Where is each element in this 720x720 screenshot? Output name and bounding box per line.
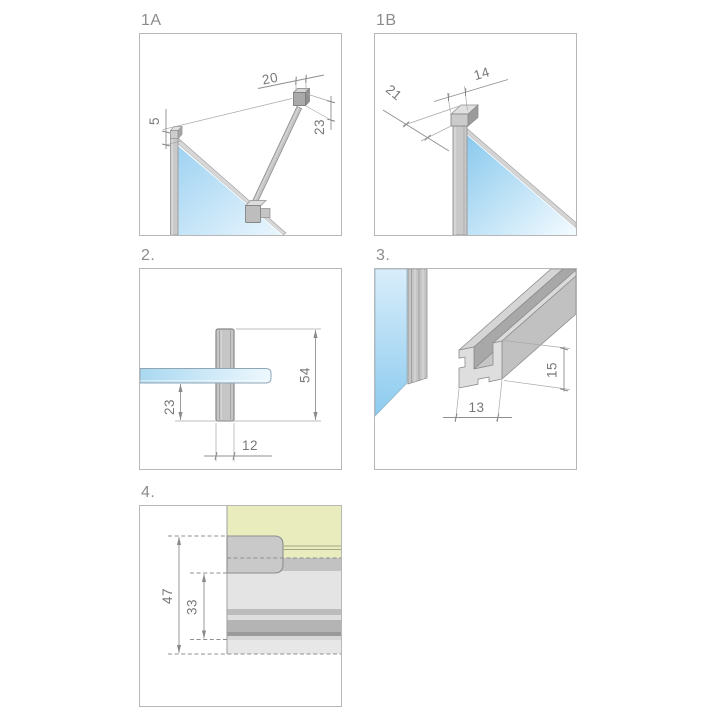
dim-clamp-width: 12: [241, 438, 259, 453]
dim-total-depth: 47: [160, 587, 175, 605]
panel-3: [374, 246, 577, 470]
panel-2-label: 2.: [141, 247, 156, 264]
dim-profile-depth: 21: [382, 81, 405, 104]
panel-1b-box: [374, 33, 577, 236]
panel-4-box: [139, 505, 342, 707]
dim-bar-spacing: 20: [260, 69, 280, 88]
panel-3-box: [374, 268, 577, 470]
panel-2-box: [139, 268, 342, 470]
glass-panel: [467, 129, 576, 236]
panel-4-label: 4.: [141, 484, 156, 501]
panel-1a: [139, 11, 342, 236]
support-bar: [252, 107, 302, 205]
dim-clamp-height: 54: [297, 366, 313, 384]
dim-below-glass: 23: [162, 398, 177, 416]
glass-edge-profile: [408, 269, 427, 384]
panel-1b-drawing: [375, 34, 576, 235]
panel-1b-label: 1B: [376, 12, 397, 29]
dim-profile-height: 15: [544, 361, 560, 379]
glass-panel: [178, 138, 286, 235]
panel-3-drawing: [375, 269, 576, 469]
dimension-annotations: [383, 64, 508, 151]
dim-inner-depth: 33: [184, 598, 200, 616]
panel-1a-drawing: [140, 34, 341, 235]
panel-4-drawing: [140, 506, 341, 706]
panel-1a-box: [139, 33, 342, 236]
dim-edge-offset: 5: [147, 116, 162, 126]
wall-bracket: [227, 536, 283, 573]
dim-bracket-drop: 23: [312, 118, 327, 136]
glass-panel: [140, 369, 271, 384]
dim-profile-width: 13: [468, 400, 485, 415]
panel-4: [139, 483, 342, 707]
dim-profile-width: 14: [471, 64, 492, 84]
panel-2: [139, 246, 342, 470]
dimension-annotations: [162, 329, 321, 462]
glass-panel: [375, 269, 407, 416]
panel-1a-label: 1A: [141, 12, 162, 29]
dimension-annotations: [160, 537, 204, 653]
panel-3-label: 3.: [376, 247, 391, 264]
panel-2-drawing: [140, 269, 341, 469]
panel-1b: [374, 11, 577, 236]
